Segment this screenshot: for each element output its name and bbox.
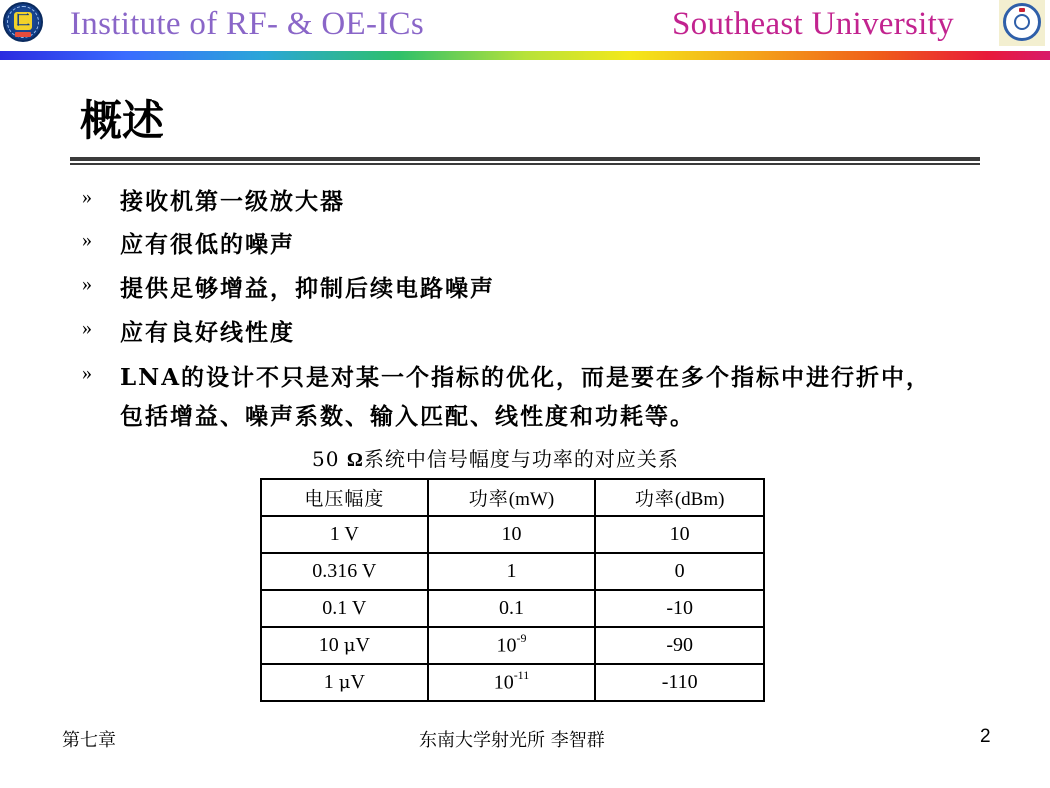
cell-dbm: 0 (595, 553, 764, 590)
bullet-item: 提供足够增益，抑制后续电路噪声 (120, 275, 495, 302)
table-header-row (261, 479, 764, 516)
bullet-marker: » (82, 186, 92, 208)
power-table (260, 478, 765, 702)
table-row (261, 664, 764, 701)
header-power-mw: 功率(mW) (428, 479, 596, 516)
institute-title: Institute of RF- & OE-ICs (70, 6, 424, 42)
table-row (261, 627, 764, 664)
bullet-item-continuation: 包括增益、噪声系数、输入匹配、线性度和功耗等。 (120, 403, 695, 430)
header-power-dbm: 功率(dBm) (595, 479, 764, 516)
bullet-marker: » (82, 362, 92, 384)
caption-omega: Ω (346, 449, 364, 471)
bullet-marker: » (82, 229, 92, 251)
bullet-marker: » (82, 317, 92, 339)
table-row (261, 553, 764, 590)
cell-voltage: 10 μV (261, 627, 428, 664)
title-rule-thin (70, 163, 980, 165)
cell-voltage: 1 V (261, 516, 428, 553)
bullet-item: LNA的设计不只是对某一个指标的优化，而是要在多个指标中进行折中， (120, 364, 932, 391)
footer-author: 东南大学射光所 李智群 (419, 730, 605, 751)
table-caption (312, 443, 679, 472)
bullet-item: 应有良好线性度 (120, 319, 295, 346)
header-rainbow-divider (0, 51, 1050, 60)
cell-voltage: 1 μV (261, 664, 428, 701)
page-number: 2 (980, 726, 991, 747)
bullet-marker: » (82, 273, 92, 295)
bullet-item: 应有很低的噪声 (120, 231, 295, 258)
cell-dbm: -10 (595, 590, 764, 627)
university-title: Southeast University (672, 6, 954, 42)
cell-mw: $10^{-9}$ (428, 627, 596, 664)
cell-mw: $10^{-11}$ (428, 664, 596, 701)
bullet-item: 接收机第一级放大器 (120, 188, 345, 215)
cell-mw: 0.1 (428, 590, 596, 627)
title-rule-thick (70, 157, 980, 161)
cell-voltage: 0.316 V (261, 553, 428, 590)
cell-dbm: 10 (595, 516, 764, 553)
header-voltage: 电压幅度 (261, 479, 428, 516)
institute-logo-icon: 匚 (3, 2, 43, 42)
cell-mw: 1 (428, 553, 596, 590)
table-row (261, 590, 764, 627)
footer-chapter: 第七章 (62, 730, 116, 751)
cell-dbm: -110 (595, 664, 764, 701)
caption-text: 系统中信号幅度与功率的对应关系 (363, 447, 679, 471)
slide-title: 概述 (80, 96, 165, 145)
caption-prefix: 50 (312, 447, 340, 471)
cell-mw: 10 (428, 516, 596, 553)
cell-voltage: 0.1 V (261, 590, 428, 627)
table-row (261, 516, 764, 553)
university-seal-icon (999, 0, 1045, 46)
cell-dbm: -90 (595, 627, 764, 664)
